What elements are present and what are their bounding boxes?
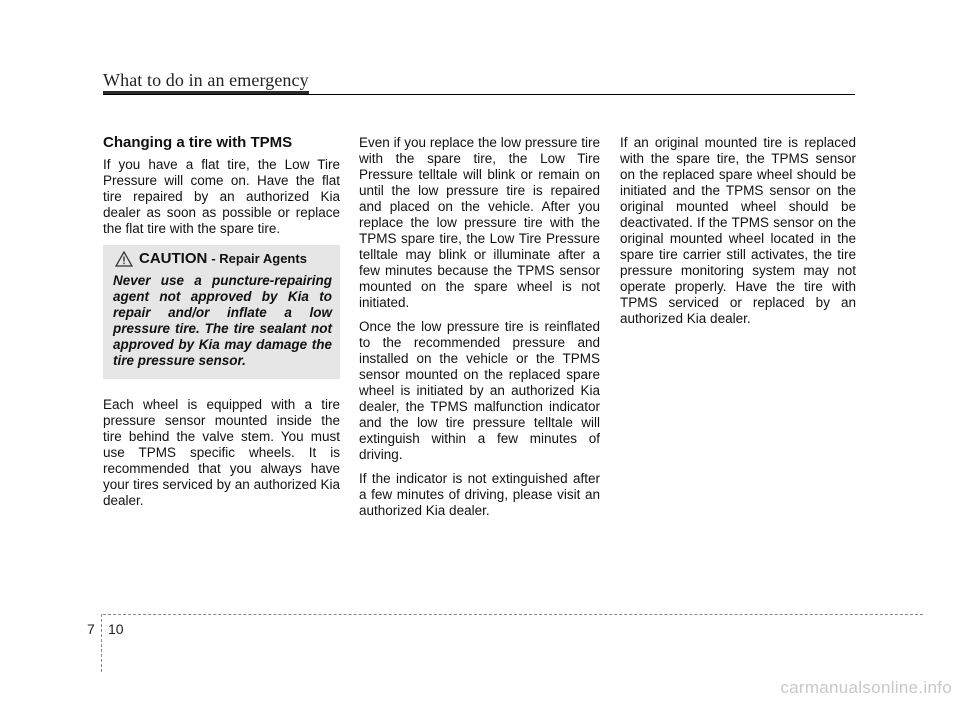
section-heading: Changing a tire with TPMS [103,134,293,151]
paragraph: Once the low pressure tire is reinflated to the recommended pressure and installed on the vehicle or the TPMS sensor mounted on the replaced spare wheel is initiated by an authorized Kia dealer, the TPMS malfunction indicator and the low tire pressure telltale will extinguish within a few minutes of driving. [359,319,600,462]
chapter-number: 7 [87,621,95,637]
footer-divider [101,614,102,672]
paragraph: If the indicator is not extinguished after a few minutes of driving, please visit an authorized Kia dealer. [359,471,600,518]
paragraph: If an original mounted tire is replaced with the spare tire, the TPMS sensor on the replaced spare wheel should be initiated and the TPMS sensor on the original mounted wheel should be deactivated. If the TPMS sensor on the original mounted wheel located in the spare tire carrier still activates, the tire pressure monitoring system may not operate properly. Have the tire with TPMS serviced or replaced by an authorized Kia dealer. [620,135,856,326]
column-3 [620,135,856,335]
page-number: 10 [108,621,124,637]
paragraph: If you have a flat tire, the Low Tire Pressure will come on. Have the flat tire repaired by an authorized Kia dealer as soon as possible or replace the flat tire with the spare tire. [103,157,340,236]
footer-rule [103,614,923,615]
caution-sublabel: - Repair Agents [211,251,307,266]
column-2 [359,135,600,527]
warning-triangle-icon [115,251,133,267]
page-header-title: What to do in an emergency [103,70,309,90]
caution-text: Never use a puncture-repairing agent not approved by Kia to repair and/or inflate a low pressure tire. The tire sealant not approved by Kia may damage the tire pressure sensor. [113,273,332,368]
caution-label: CAUTION [139,250,208,267]
column-1 [103,135,340,517]
header-rule [103,94,855,95]
caution-box [103,245,340,379]
paragraph: Each wheel is equipped with a tire pressure sensor mounted inside the tire behind the valve stem. You must use TPMS specific wheels. It is recommended that you always have your tires serviced by an authorized Kia dealer. [103,397,340,508]
caution-header [113,251,332,267]
paragraph: Even if you replace the low pressure tire with the spare tire, the Low Tire Pressure telltale will blink or remain on until the low pressure tire is repaired and placed on the vehicle. After you replace the low pressure tire with the TPMS spare tire, the Low Tire Pressure telltale may blink or illuminate after a few minutes because the TPMS sensor mounted on the spare wheel is not initiated. [359,135,600,310]
watermark: carmanualsonline.info [780,678,952,697]
